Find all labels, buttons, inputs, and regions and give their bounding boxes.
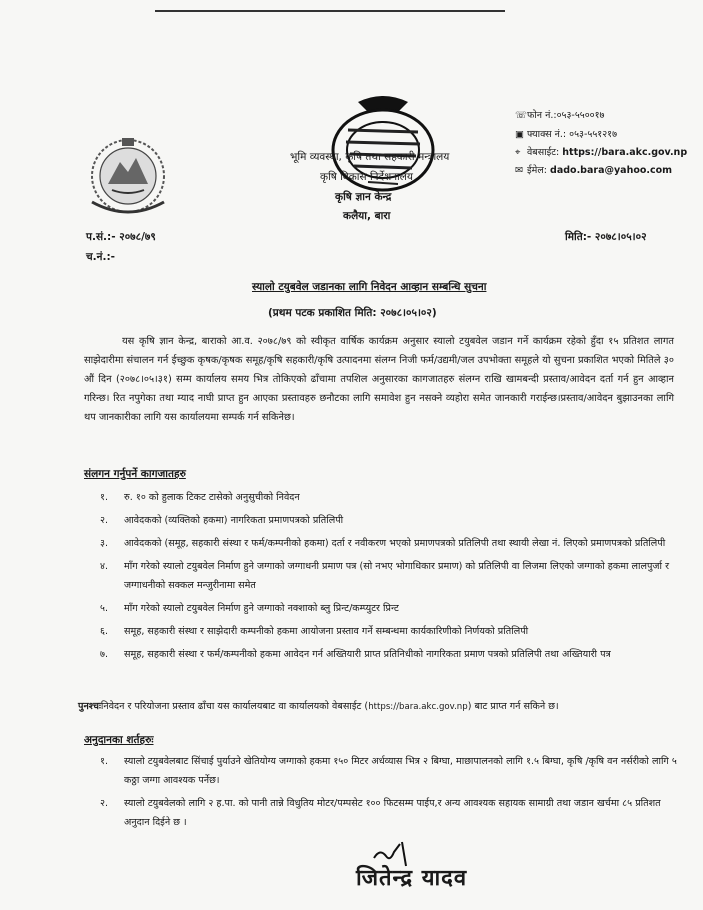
item-number: ४.	[100, 561, 109, 572]
list-item	[84, 752, 679, 790]
issue-date: मिति:- २०७८।०५।०२	[565, 231, 647, 243]
postscript-text: निवेदन र परियोजना प्रस्ताव ढाँचा यस कार्यालयबाट वा कार्यालयको वेबसाईट (	[100, 701, 369, 712]
reference-number: प.सं.:- २०७८/७९	[86, 231, 156, 243]
phone-line	[515, 108, 604, 121]
item-text: समूह, सहकारी संस्था र फर्म/कम्पनीको हकमा आवेदन गर्न अख्तियारी प्राप्त प्रतिनिधीको नागरिकता प्रमाण पत्रको प्रतिलिपी तथा अख्तियारी पत्र	[124, 649, 611, 660]
item-text: रु. १० को हुलाक टिकट टासेको अनुसुचीको निवेदन	[124, 492, 300, 503]
item-number: ६.	[100, 626, 109, 637]
item-text: स्यालो टयुबवेलको लागि २ ह.पा. को पानी तान्ने विधुतिय मोटर/पम्पसेट १०० फिटसम्म पाईप,र अन्य आवश्यक सहायक सामाग्री तथा जडान खर्चमा ८५ प्रतिशत अनुदान दिईने छ ।	[124, 798, 661, 828]
documents-heading: संलगन गर्नुपर्ने कागजातहरु	[84, 468, 186, 480]
fax-icon: ▣	[515, 129, 524, 140]
postscript	[78, 698, 688, 716]
list-item	[84, 599, 679, 618]
email-label: ईमेल:	[527, 165, 547, 176]
location: कलैया, बारा	[343, 210, 391, 222]
list-item	[84, 794, 679, 832]
list-item	[84, 534, 679, 553]
item-text: आवेदकको (समूह, सहकारी संस्था र फर्म/कम्पनीको हकमा) दर्ता र नवीकरण भएको प्रमाणपत्रको प्रतिलिपी तथा स्थायी लेखा नं. लिएको प्रमाणपत्रको प्रतिलिपी	[124, 538, 666, 549]
postscript-text-end: ) बाट प्राप्त गर्न सकिने छ।	[467, 701, 559, 712]
website-line	[515, 145, 687, 158]
nepal-emblem-icon	[82, 132, 174, 216]
phone-icon: ☏	[515, 110, 527, 121]
item-text: समूह, सहकारी संस्था र साझेदारी कम्पनीको हकमा आयोजना प्रस्ताव गर्ने सम्बन्धमा कार्यकारिणीको निर्णयको प्रतिलिपी	[124, 626, 529, 637]
dispatch-number: च.नं.:-	[86, 251, 116, 263]
center-name: कृषि ज्ञान केन्द्र	[335, 191, 392, 203]
top-rule	[155, 10, 505, 12]
list-item	[84, 622, 679, 641]
documents-list	[84, 488, 679, 668]
item-text: माँग गरेको स्यालो टयुबवेल निर्माण हुने जग्गाको नक्शाको ब्लु प्रिन्ट/कम्प्युटर प्रिन्ट	[124, 603, 399, 614]
list-item	[84, 488, 679, 507]
item-number: ७.	[100, 649, 109, 660]
item-number: १.	[100, 756, 109, 767]
website-label: वेबसाईट:	[527, 147, 560, 158]
web-icon: ⌖	[515, 147, 521, 158]
phone-text: फोन नं.:०५३-५५००१७	[527, 110, 605, 121]
item-number: २.	[100, 798, 109, 809]
fax-line	[515, 127, 617, 140]
list-item	[84, 511, 679, 530]
grant-conditions-list	[84, 752, 679, 836]
email-icon: ✉	[515, 165, 523, 176]
postscript-url[interactable]: https://bara.akc.gov.np	[368, 702, 468, 712]
fax-text: फ्याक्स नं.: ०५३-५५१२१७	[527, 129, 618, 140]
item-number: ५.	[100, 603, 109, 614]
list-item	[84, 557, 679, 595]
item-text: माँग गरेको स्यालो टयुबवेल निर्माण हुने जग्गाको जग्गाधनी प्रमाण पत्र (सो नभए भोगाधिकार प्रमाण) को प्रतिलिपी वा लिजमा लिएको जग्गाको हकमा लालपुर्जा र जग्गाधनीको सक्कल मन्जुरीनामा समेत	[124, 561, 670, 591]
item-number: ३.	[100, 538, 109, 549]
notice-title: स्यालो टयुबवेल जडानका लागि निवेदन आव्हान सम्बन्धि सुचना	[252, 281, 487, 293]
item-text: आवेदकको (व्यक्तिको हकमा) नागरिकता प्रमाणपत्रको प्रतिलिपी	[124, 515, 344, 526]
item-number: १.	[100, 492, 109, 503]
ministry-name: भूमि व्यवस्था, कृषि तथा सहकारी मन्त्रालय	[290, 151, 450, 163]
notice-subtitle: (प्रथम पटक प्रकाशित मिति: २०७८।०५।०२)	[268, 307, 437, 319]
item-text: स्यालो टयुबवेलबाट सिंचाई पुर्याउने खेतियोग्य जग्गाको हकमा १५० मिटर अर्धव्यास भित्र २ बिग्घा, माछापालनको लागि १.५ बिग्घा, कृषि /कृषि वन नर्सरीको लागि ५ कठ्ठा जग्गा आवश्यक पर्नेछ।	[124, 756, 677, 786]
grant-heading: अनुदानका शर्तहरुः	[84, 734, 154, 746]
directorate-name: कृषि विकास निर्देशनालय	[320, 171, 413, 183]
email-link[interactable]: dado.bara@yahoo.com	[550, 165, 673, 176]
office-stamp-icon	[318, 90, 448, 202]
postscript-label: पुनश्चः	[78, 701, 101, 712]
website-link[interactable]: https://bara.akc.gov.np	[562, 147, 688, 158]
signatory-name: जितेन्द्र यादव	[356, 865, 468, 891]
item-number: २.	[100, 515, 109, 526]
notice-body: यस कृषि ज्ञान केन्द्र, बाराको आ.व. २०७८/७९ को स्वीकृत वार्षिक कार्यक्रम अनुसार स्यालो टयुबवेल जडान गर्ने कार्यक्रम रहेको हुँदा १५ प्रतिशत लागत साझेदारीमा संचालन गर्न ईच्छुक कृषक/कृषक समूह/कृषि सहकारी/कृषि उत्पादनमा संलग्न निजी फर्म/उद्यमी/जल उपभोक्ता समूहले यो सुचना प्रकाशित भएको मितिले ३० औं दिन (२०७८।०५।३१) सम्म कार्यालय समय भित्र तोकिएको ढाँचामा तपशिल अनुसारका कागजातहरु संलग्न राखि खामबन्दी प्रस्ताव/आवेदन दर्ता गर्न हुन आव्हान गरिन्छ। रित नपुगेका तथा म्याद नाघी प्राप्त हुन आएका प्रस्तावहरु छनौटका लागि समावेश हुन नसक्ने व्यहोरा समेत जानकारी गराईन्छ।प्रस्ताव/आवेदन बुझाउनका लागि थप जानकारीका लागि यस कार्यालयमा सम्पर्क गर्न सकिनेछ।	[84, 336, 674, 423]
list-item	[84, 645, 679, 664]
email-line	[515, 163, 672, 176]
